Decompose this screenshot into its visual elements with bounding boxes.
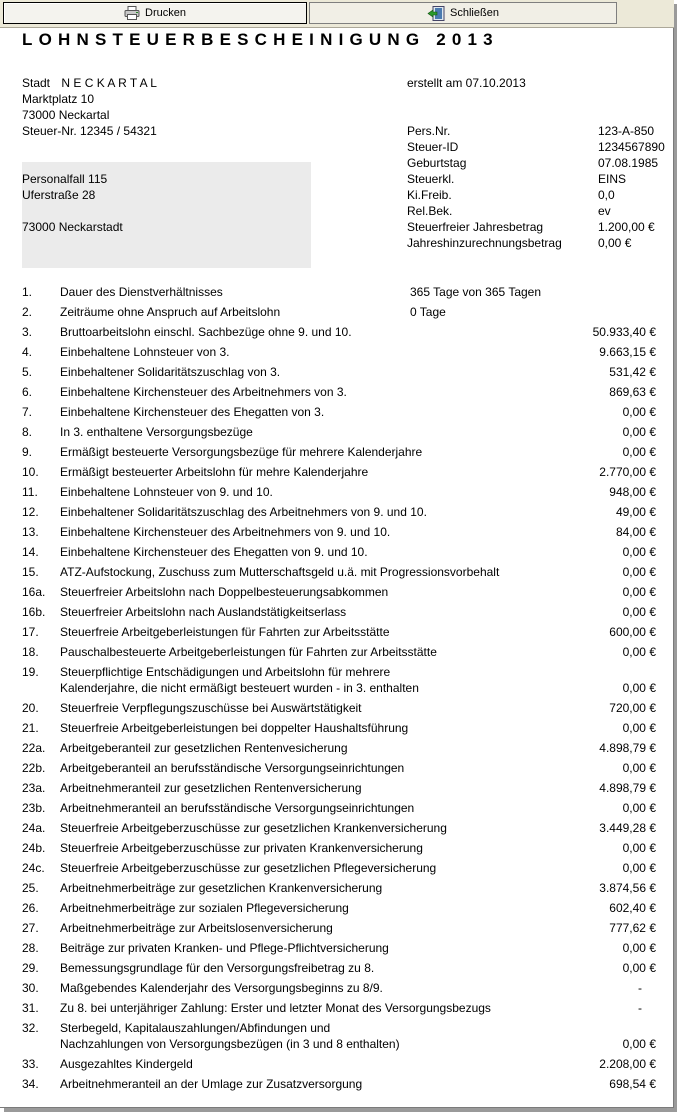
row-amount: 0,00 € [622,445,656,459]
row-amount: - [638,1001,642,1015]
row-label: Dauer des Dienstverhältnisses [60,285,223,299]
employee-city: 73000 Neckarstadt [22,220,123,234]
close-button-label: Schließen [450,7,499,19]
personal-info-label: Ki.Freib. [407,188,452,202]
row-label: Einbehaltener Solidaritätszuschlag des Arbeitnehmers von 9. und 10. [60,505,427,519]
employer-street: Marktplatz 10 [22,92,95,106]
row-number: 25. [22,881,39,895]
personal-info-value: ev [598,204,611,218]
row-label: Maßgebendes Kalenderjahr des Versorgungsbeginns zu 8/9. [60,981,383,995]
row-number: 29. [22,961,39,975]
employer-name-prefix: Stadt [22,76,51,90]
row-amount: 0,00 € [622,1037,656,1051]
row-amount: 0,00 € [622,861,656,875]
created-date: erstellt am 07.10.2013 [407,76,526,90]
personal-info-value: 123-A-850 [598,124,655,138]
close-button[interactable] [309,2,617,24]
row-label: Beiträge zur privaten Kranken- und Pflege-Pflichtversicherung [60,941,389,955]
row-amount: 0,00 € [622,565,656,579]
page-title: LOHNSTEUERBESCHEINIGUNG 2013 [22,30,499,49]
row-label: Arbeitgeberanteil an berufsständische Versorgungseinrichtungen [60,761,405,775]
row-amount: 0,00 € [622,941,656,955]
row-amount: 720,00 € [609,701,656,715]
row-number: 13. [22,525,39,539]
row-amount: 2.208,00 € [599,1057,656,1071]
row-label: Steuerfreier Arbeitslohn nach Auslandstätigkeitserlass [60,605,347,619]
personal-info-label: Steuerkl. [407,172,455,186]
personal-info-label: Steuerfreier Jahresbetrag [407,220,544,234]
row-number: 16a. [22,585,46,599]
row-number: 17. [22,625,39,639]
row-number: 26. [22,901,39,915]
row-label: Steuerpflichtige Entschädigungen und Arbeitslohn für mehrere [60,665,391,679]
row-amount: 3.874,56 € [599,881,656,895]
row-amount: 0,00 € [622,761,656,775]
row-amount: 0,00 € [622,801,656,815]
row-amount: 948,00 € [609,485,656,499]
row-amount: 0,00 € [622,721,656,735]
row-number: 33. [22,1057,39,1071]
employee-name: Personalfall 115 [22,172,108,186]
row-number: 16b. [22,605,46,619]
row-number: 23a. [22,781,46,795]
row-label: Pauschalbesteuerte Arbeitgeberleistungen für Fahrten zur Arbeitsstätte [60,645,437,659]
row-number: 4. [22,345,33,359]
row-number: 9. [22,445,33,459]
row-amount: 0,00 € [622,961,656,975]
personal-info-label: Pers.Nr. [407,124,451,138]
row-amount: 0,00 € [622,545,656,559]
row-amount: 49,00 € [615,505,656,519]
personal-info-value: 1234567890 [598,140,665,154]
row-number: 7. [22,405,33,419]
row-number: 30. [22,981,39,995]
row-label: Steuerfreie Arbeitgeberleistungen bei doppelter Haushaltsführung [60,721,409,735]
personal-info-value: 07.08.1985 [598,156,659,170]
row-number: 28. [22,941,39,955]
row-label: Einbehaltene Kirchensteuer des Arbeitnehmers von 9. und 10. [60,525,391,539]
row-label: Ausgezahltes Kindergeld [60,1057,193,1071]
row-amount: 9.663,15 € [599,345,656,359]
row-number: 8. [22,425,33,439]
row-label: Steuerfreie Arbeitgeberzuschüsse zur gesetzlichen Pflegeversicherung [60,861,437,875]
row-amount: 3.449,28 € [599,821,656,835]
window-shadow-bottom [4,1108,677,1112]
row-label: Bruttoarbeitslohn einschl. Sachbezüge ohne 9. und 10. [60,325,352,339]
row-amount: 602,40 € [609,901,656,915]
personal-info-label: Jahreshinzurechnungsbetrag [407,236,562,250]
row-label: Arbeitnehmerbeiträge zur sozialen Pflegeversicherung [60,901,349,915]
personal-info-value: 0,0 [598,188,615,202]
row-duration-value: 0 Tage [410,305,446,319]
row-label: Arbeitnehmerbeiträge zur Arbeitslosenversicherung [60,921,333,935]
row-number: 23b. [22,801,46,815]
row-amount: 531,42 € [609,365,656,379]
row-amount: 4.898,79 € [599,781,656,795]
row-amount: 50.933,40 € [592,325,656,339]
row-number: 31. [22,1001,39,1015]
row-label: ATZ-Aufstockung, Zuschuss zum Mutterschaftsgeld u.ä. mit Progressionsvorbehalt [60,565,500,579]
row-amount: 0,00 € [622,605,656,619]
row-amount: 4.898,79 € [599,741,656,755]
print-button[interactable] [3,2,307,24]
row-label: Einbehaltene Kirchensteuer des Ehegatten von 3. [60,405,325,419]
row-number: 1. [22,285,33,299]
row-number: 32. [22,1021,39,1035]
row-number: 24b. [22,841,46,855]
row-label: Bemessungsgrundlage für den Versorgungsfreibetrag zu 8. [60,961,375,975]
row-number: 34. [22,1077,39,1091]
row-amount: 600,00 € [609,625,656,639]
row-amount: 0,00 € [622,405,656,419]
row-number: 6. [22,385,33,399]
employer-tax-number: Steuer-Nr. 12345 / 54321 [22,124,157,138]
row-number: 12. [22,505,39,519]
row-label: Zu 8. bei unterjähriger Zahlung: Erster und letzter Monat des Versorgungsbezugs [60,1001,491,1015]
toolbar [0,0,674,28]
employer-name: N E C K A R T A L [61,76,157,90]
row-number: 22b. [22,761,46,775]
employer-city: 73000 Neckartal [22,108,110,122]
row-label: Arbeitgeberanteil zur gesetzlichen Rentenvesicherung [60,741,348,755]
row-label: Zeiträume ohne Anspruch auf Arbeitslohn [60,305,281,319]
row-amount: - [638,981,642,995]
row-label: Ermäßigt besteuerter Arbeitslohn für mehre Kalenderjahre [60,465,369,479]
row-number: 2. [22,305,33,319]
row-amount: 0,00 € [622,585,656,599]
personal-info-label: Steuer-ID [407,140,459,154]
row-amount: 869,63 € [609,385,656,399]
row-amount: 777,62 € [609,921,656,935]
row-label: Arbeitnehmeranteil an berufsständische Versorgungseinrichtungen [60,801,415,815]
row-label: Arbeitnehmeranteil zur gesetzlichen Rentenversicherung [60,781,362,795]
personal-info-value: EINS [598,172,627,186]
row-label: Einbehaltener Solidaritätszuschlag von 3. [60,365,281,379]
row-label-continued: Nachzahlungen von Versorgungsbezügen (in 3 und 8 enthalten) [60,1037,400,1051]
row-number: 10. [22,465,39,479]
row-amount: 0,00 € [622,681,656,695]
row-number: 20. [22,701,39,715]
personal-info-value: 1.200,00 € [598,220,655,234]
row-number: 3. [22,325,33,339]
row-number: 14. [22,545,39,559]
row-amount: 0,00 € [622,425,656,439]
personal-info-label: Geburtstag [407,156,467,170]
employee-street: Uferstraße 28 [22,188,96,202]
row-label: Einbehaltene Lohnsteuer von 3. [60,345,230,359]
row-label: Steuerfreier Arbeitslohn nach Doppelbesteuerungsabkommen [60,585,389,599]
row-duration-value: 365 Tage von 365 Tagen [410,285,542,299]
row-number: 11. [22,485,38,499]
row-label: Steuerfreie Verpflegungszuschüsse bei Auswärtstätigkeit [60,701,362,715]
row-amount: 698,54 € [609,1077,656,1091]
exit-door-icon [427,6,445,21]
row-label: Steuerfreie Arbeitgeberleistungen für Fahrten zur Arbeitsstätte [60,625,390,639]
row-label: Einbehaltene Kirchensteuer des Arbeitnehmers von 3. [60,385,347,399]
row-label: Einbehaltene Lohnsteuer von 9. und 10. [60,485,273,499]
employer-name-line [22,76,157,90]
row-label: Einbehaltene Kirchensteuer des Ehegatten von 9. und 10. [60,545,368,559]
personal-info-label: Rel.Bek. [407,204,453,218]
row-number: 24a. [22,821,46,835]
row-number: 15. [22,565,39,579]
row-label-continued: Kalenderjahre, die nicht ermäßigt besteuert wurden - in 3. enthalten [60,681,419,695]
row-amount: 2.770,00 € [599,465,656,479]
row-label: Sterbegeld, Kapitalauszahlungen/Abfindungen und [60,1021,331,1035]
row-label: Steuerfreie Arbeitgeberzuschüsse zur gesetzlichen Krankenversicherung [60,821,447,835]
row-number: 24c. [22,861,45,875]
row-number: 27. [22,921,39,935]
printer-icon [124,6,140,20]
row-label: In 3. enthaltene Versorgungsbezüge [60,425,253,439]
row-label: Arbeitnehmerbeiträge zur gesetzlichen Krankenversicherung [60,881,383,895]
row-label: Ermäßigt besteuerte Versorgungsbezüge für mehrere Kalenderjahre [60,445,423,459]
personal-info-value: 0,00 € [598,236,632,250]
row-number: 22a. [22,741,46,755]
row-number: 18. [22,645,39,659]
row-number: 19. [22,665,39,679]
row-number: 5. [22,365,33,379]
row-label: Arbeitnehmeranteil an der Umlage zur Zusatzversorgung [60,1077,363,1091]
print-button-label: Drucken [145,7,186,19]
row-number: 21. [22,721,39,735]
row-label: Steuerfreie Arbeitgeberzuschüsse zur privaten Krankenversicherung [60,841,423,855]
row-amount: 84,00 € [615,525,656,539]
row-amount: 0,00 € [622,645,656,659]
row-amount: 0,00 € [622,841,656,855]
